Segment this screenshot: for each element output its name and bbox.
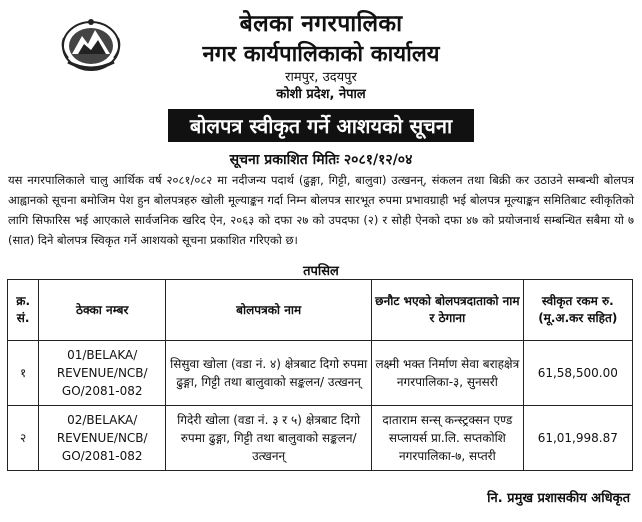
notice-title-banner: बोलपत्र स्वीकृत गर्ने आशयको सूचना (168, 109, 474, 142)
row-contract-number: 01/BELAKA/ REVENUE/NCB/ GO/2081-082 (39, 341, 166, 406)
publish-date: सूचना प्रकाशित मितिः २०८१/१२/०४ (229, 152, 413, 168)
col-selected-bidder: छनौट भएको बोलपत्रदाताको नाम र ठेगाना (372, 280, 523, 341)
row-bidder: लक्ष्मी भक्त निर्माण सेवा बराहक्षेत्र नगरपालिका-३, सुनसरी (372, 341, 523, 406)
signatory-title: नि. प्रमुख प्रशासकीय अधिकृत (487, 491, 630, 506)
col-approved-amount: स्वीकृत रकम रु. (मू.अ.कर सहित) (523, 280, 632, 341)
row-bidder: दाताराम सन्स् कन्स्ट्रक्सन एण्ड सप्लायर्स प्रा.लि. सप्तकोशि नगरपालिका-७, सप्तरी (372, 406, 523, 471)
table-row (8, 341, 633, 406)
col-serial-number: क्र. सं. (8, 280, 39, 341)
row-contract-number: 02/BELAKA/ REVENUE/NCB/ GO/2081-082 (39, 406, 166, 471)
table-row (8, 406, 633, 471)
province-country: कोशी प्रदेश, नेपाल (276, 87, 366, 102)
schedule-label: तपसिल (303, 264, 339, 279)
row-serial: २ (8, 406, 39, 471)
row-bid-name: सिसुवा खोला (वडा नं. ४) क्षेत्रबाट दिगो रुपमा ढुङ्गा, गिट्टी तथा बालुवाको सङ्कलन/ उत्खनन् (166, 341, 372, 406)
row-amount: 61,58,500.00 (523, 341, 632, 406)
row-bid-name: गिदेरी खोला (वडा नं. ३ र ५) क्षेत्रबाट दिगो रुपमा ढुङ्गा, गिट्टी तथा बालुवाको सङ्कलन/ उत्खनन् (166, 406, 372, 471)
col-bid-name: बोलपत्रको नाम (166, 280, 372, 341)
office-address: रामपुर, उदयपुर (285, 70, 357, 85)
row-amount: 61,01,998.87 (523, 406, 632, 471)
municipality-name: बेलका नगरपालिका (239, 11, 403, 37)
tender-table (7, 279, 633, 471)
row-serial: १ (8, 341, 39, 406)
office-name: नगर कार्यपालिकाको कार्यालय (202, 42, 440, 67)
col-contract-number: ठेक्का नम्बर (39, 280, 166, 341)
table-header-row (8, 280, 633, 341)
notice-body: यस नगरपालिकाले चालु आर्थिक वर्ष २०८१/०८२ मा नदीजन्य पदार्थ (ढुङ्गा, गिट्टी, बालुवा) उत्खनन्, संकलन तथा बिक्री कर उठाउने सम्बन्धी बोलपत्र आह्वानको सूचना बमोजिम पेश हुन बोलपत्रहरु खोली मूल्याङ्कन गर्दा निम्न बोलपत्र सारभूत रुपमा प्रभावग्राही भई बोलपत्र मूल्याङ्कन समितिबाट स्वीकृतिको लागि सिफारिस भई आएकाले सार्वजनिक खरिद ऐन, २०६३ को दफा २७ को उपदफा (२) र सोही ऐनको दफा ४७ को प्रयोजनार्थ सम्बन्धित सबैमा यो ७ (सात) दिने बोलपत्र स्विकृत गर्ने आशयको सूचना प्रकाशित गरिएको छ। (8, 173, 634, 247)
